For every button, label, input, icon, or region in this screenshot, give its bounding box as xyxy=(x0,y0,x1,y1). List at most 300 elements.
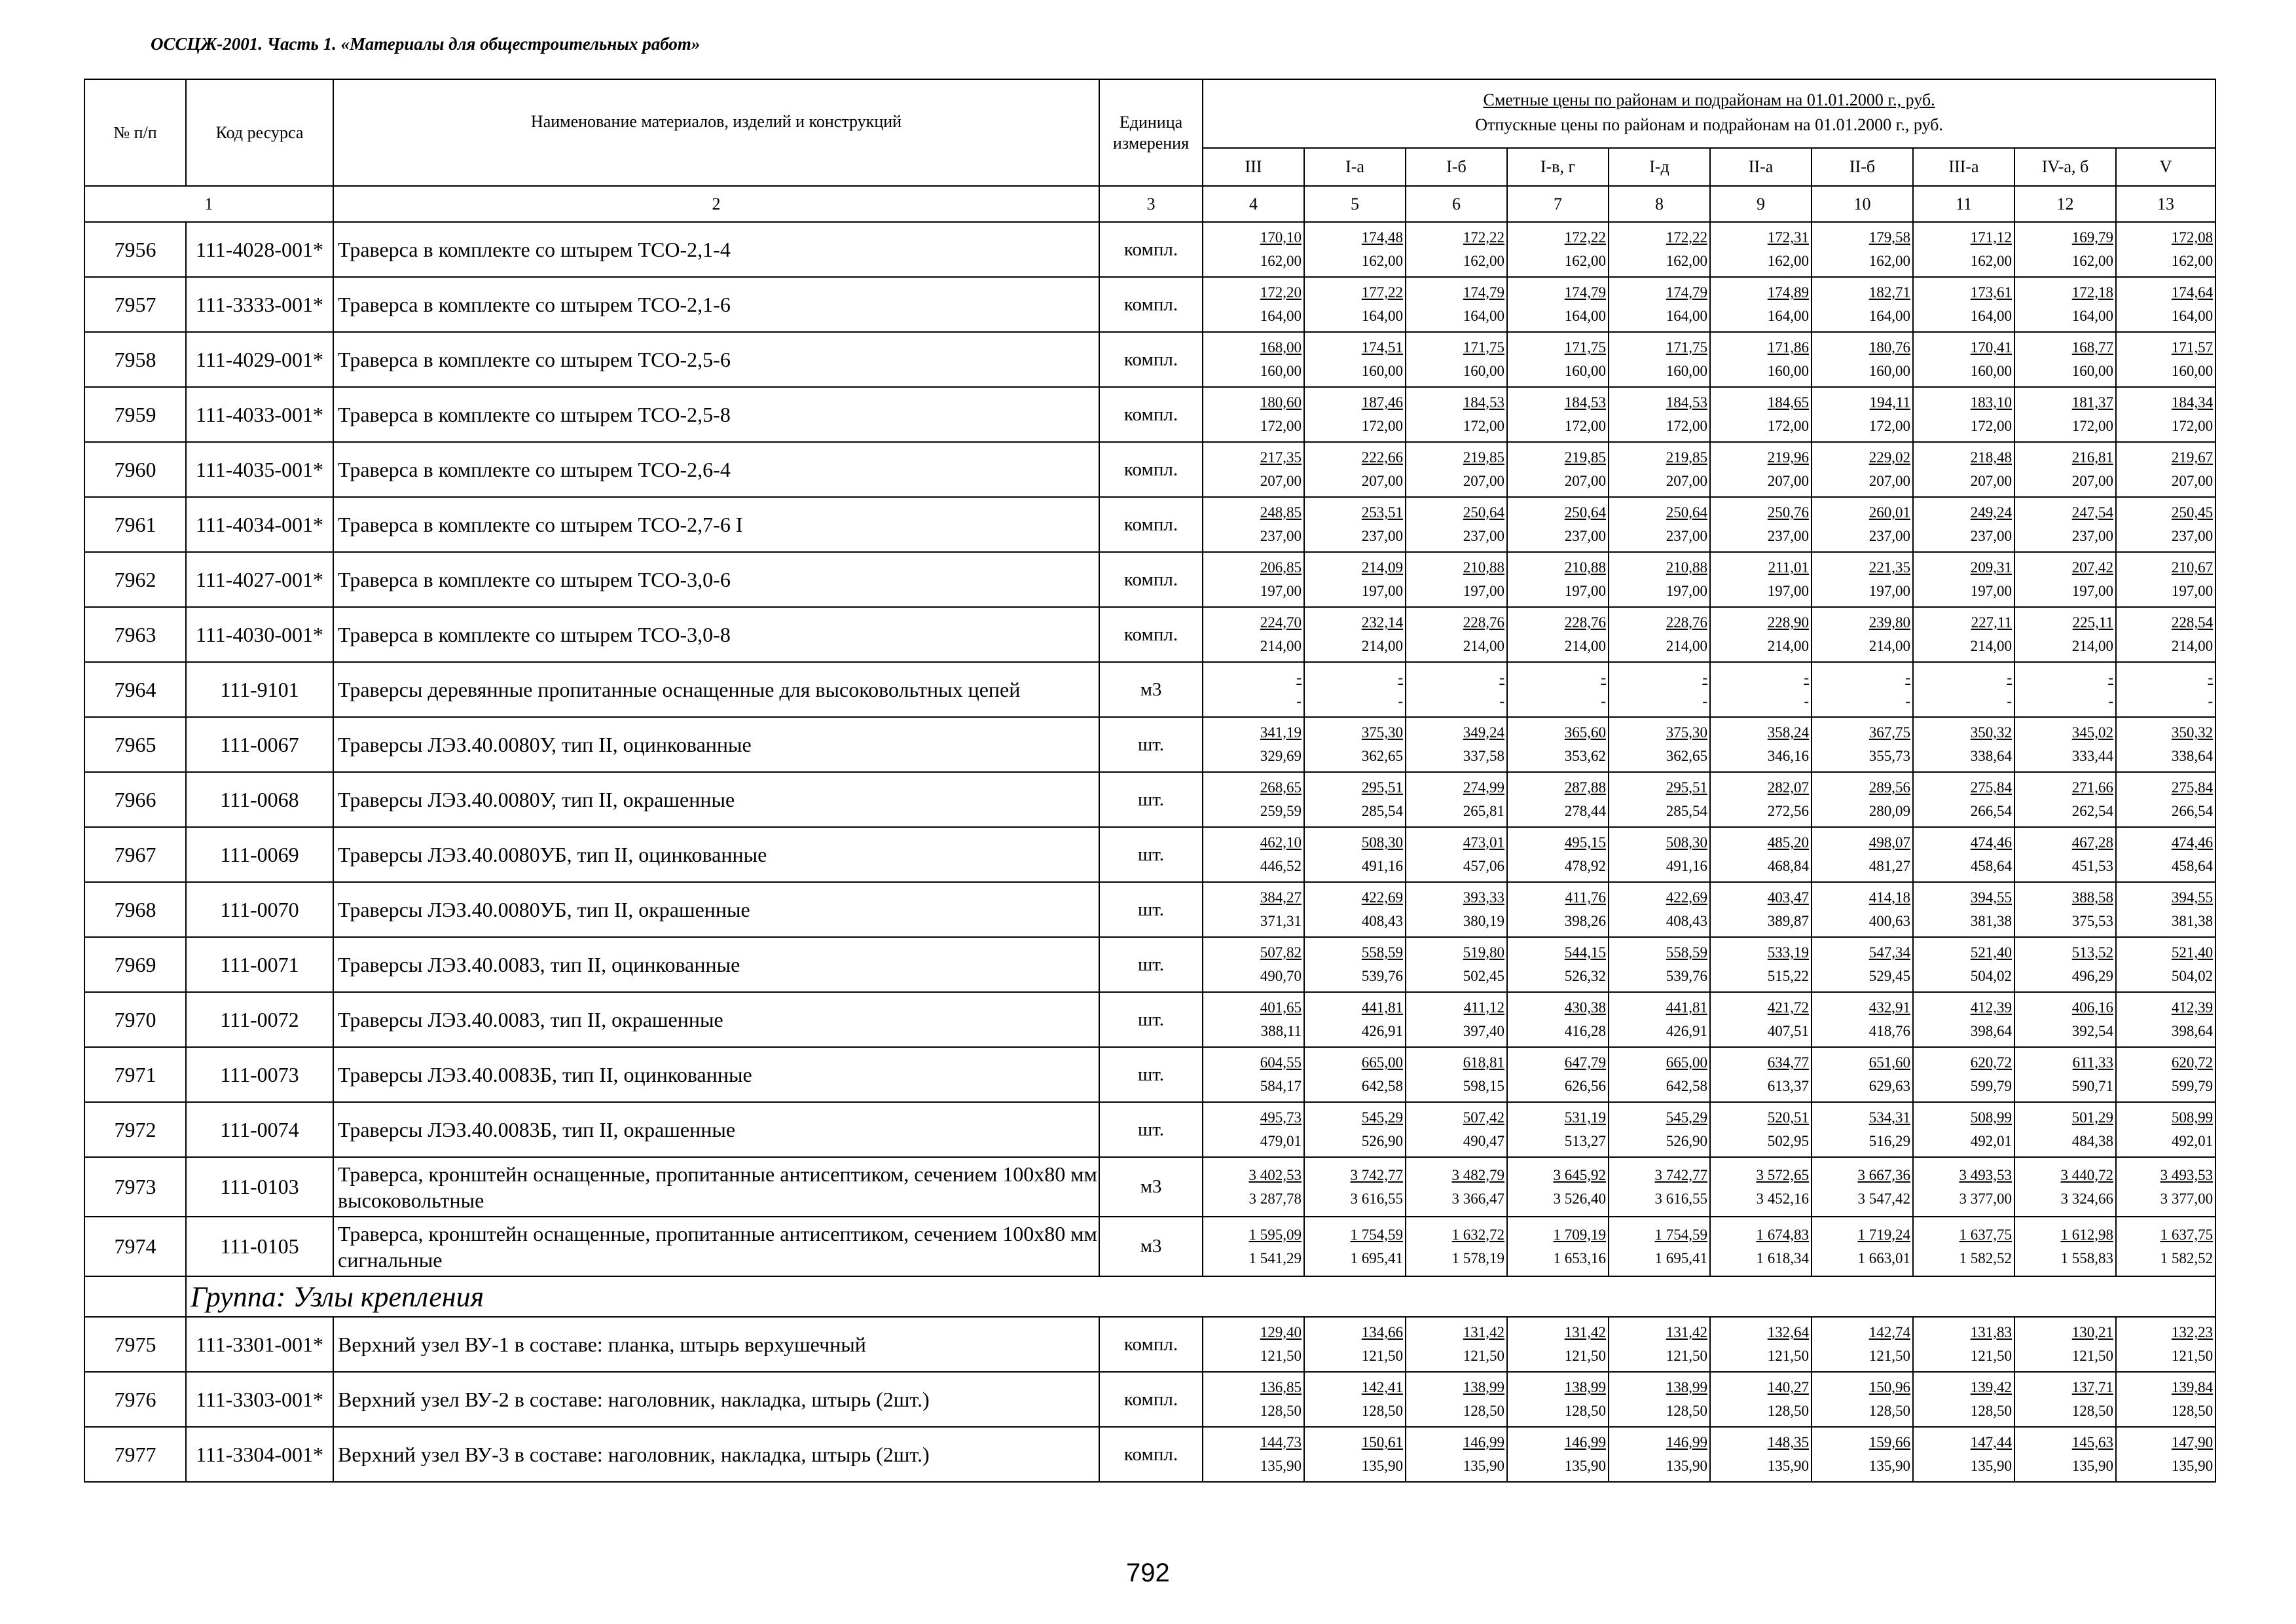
estimated-price: 393,33 xyxy=(1463,889,1504,906)
estimated-price: 604,55 xyxy=(1260,1054,1302,1071)
estimated-price: 665,00 xyxy=(1666,1054,1707,1071)
price-cell xyxy=(1406,937,1507,992)
release-price: 272,56 xyxy=(1767,803,1809,819)
table-row xyxy=(84,992,2215,1047)
row-number: 7958 xyxy=(84,332,186,387)
estimated-price: 365,60 xyxy=(1564,724,1606,741)
release-price: 397,40 xyxy=(1463,1023,1504,1039)
release-price: 504,02 xyxy=(2171,968,2214,984)
release-price: 135,90 xyxy=(1361,1458,1403,1474)
estimated-price: - xyxy=(1296,669,1302,686)
release-price: 172,00 xyxy=(1970,418,2012,434)
release-price: - xyxy=(1296,693,1302,709)
price-cell xyxy=(1406,222,1507,277)
release-price: 3 616,55 xyxy=(1350,1190,1403,1207)
release-price: 3 526,40 xyxy=(1553,1190,1606,1207)
estimated-price: 184,53 xyxy=(1564,394,1606,411)
release-price: 353,62 xyxy=(1564,748,1606,764)
release-price: - xyxy=(2208,693,2214,709)
release-price: 128,50 xyxy=(1666,1403,1707,1419)
estimated-price: 474,46 xyxy=(2171,834,2214,851)
price-cell xyxy=(2014,717,2116,772)
material-name: Траверсы ЛЭЗ.40.0083Б, тип II, окрашенные xyxy=(333,1102,1099,1157)
estimated-price: 3 402,53 xyxy=(1248,1166,1302,1183)
estimated-price: 210,88 xyxy=(1463,559,1504,576)
release-price: 491,16 xyxy=(1666,858,1707,874)
price-cell xyxy=(1710,332,1812,387)
estimated-price: 184,34 xyxy=(2171,394,2214,411)
release-price: 1 618,34 xyxy=(1756,1249,1809,1266)
resource-code: 111-0073 xyxy=(186,1047,333,1102)
price-cell xyxy=(2014,772,2116,827)
estimated-price: 150,96 xyxy=(1868,1379,1910,1395)
price-cell xyxy=(1507,937,1609,992)
price-cell xyxy=(1304,1217,1406,1276)
material-name: Траверсы ЛЭЗ.40.0080УБ, тип II, оцинкованные xyxy=(333,827,1099,882)
price-table xyxy=(84,79,2216,1483)
price-cell xyxy=(2014,222,2116,277)
price-cell xyxy=(1406,332,1507,387)
estimated-price: 508,30 xyxy=(1361,834,1403,851)
release-price: 135,90 xyxy=(1970,1458,2012,1474)
header-column-number: 8 xyxy=(1609,186,1710,222)
estimated-price: 173,61 xyxy=(1970,284,2012,301)
release-price: 172,00 xyxy=(1868,418,1910,434)
price-cell xyxy=(1304,1157,1406,1217)
resource-code: 111-3303-001* xyxy=(186,1372,333,1427)
row-number: 7960 xyxy=(84,442,186,497)
price-cell xyxy=(2116,607,2215,662)
estimated-price: 174,48 xyxy=(1361,229,1403,246)
release-price: 162,00 xyxy=(1564,253,1606,269)
release-price: 164,00 xyxy=(1868,308,1910,324)
release-price: 1 558,83 xyxy=(2060,1249,2113,1266)
estimated-price: 229,02 xyxy=(1868,449,1910,466)
estimated-price: 138,99 xyxy=(1666,1379,1707,1395)
estimated-price: 228,90 xyxy=(1767,614,1809,631)
estimated-price: 367,75 xyxy=(1868,724,1910,741)
group-row xyxy=(84,1276,2215,1317)
release-price: 197,00 xyxy=(1463,583,1504,599)
release-price: 539,76 xyxy=(1361,968,1403,984)
estimated-price: 146,99 xyxy=(1666,1434,1707,1450)
release-price: 526,32 xyxy=(1564,968,1606,984)
release-price: 418,76 xyxy=(1868,1023,1910,1039)
unit-of-measure: компл. xyxy=(1099,222,1203,277)
price-cell xyxy=(1507,1217,1609,1276)
estimated-price: 620,72 xyxy=(1970,1054,2012,1071)
price-cell xyxy=(1203,992,1304,1047)
price-cell xyxy=(1710,552,1812,607)
release-price: 172,00 xyxy=(1361,418,1403,434)
estimated-price: 209,31 xyxy=(1970,559,2012,576)
estimated-price: 174,51 xyxy=(1361,339,1403,356)
release-price: 599,79 xyxy=(2171,1078,2214,1094)
release-price: 333,44 xyxy=(2071,748,2113,764)
header-region: II-а xyxy=(1710,148,1812,186)
estimated-price: - xyxy=(1702,669,1707,686)
release-price: 479,01 xyxy=(1260,1133,1302,1149)
price-cell xyxy=(1304,497,1406,552)
price-cell xyxy=(1609,1102,1710,1157)
release-price: 1 582,52 xyxy=(2160,1249,2214,1266)
estimated-price: 131,42 xyxy=(1564,1324,1606,1340)
price-cell xyxy=(1913,772,2014,827)
estimated-price: 508,99 xyxy=(2171,1109,2214,1126)
estimated-price: 634,77 xyxy=(1767,1054,1809,1071)
price-cell xyxy=(1203,1157,1304,1217)
header-column-number: 7 xyxy=(1507,186,1609,222)
release-price: 338,64 xyxy=(2171,748,2214,764)
release-price: 197,00 xyxy=(1260,583,1302,599)
estimated-price: 225,11 xyxy=(2072,614,2113,631)
material-name: Траверса в комплекте со штырем ТСО-3,0-6 xyxy=(333,552,1099,607)
price-cell xyxy=(1507,662,1609,717)
release-price: 128,50 xyxy=(1767,1403,1809,1419)
price-cell xyxy=(1507,717,1609,772)
price-cell xyxy=(2014,1102,2116,1157)
price-cell xyxy=(1507,1102,1609,1157)
price-cell xyxy=(1812,387,1913,442)
release-price: 337,58 xyxy=(1463,748,1504,764)
table-row xyxy=(84,1102,2215,1157)
release-price: 207,00 xyxy=(1868,473,1910,489)
price-cell xyxy=(1812,277,1913,332)
release-price: 516,29 xyxy=(1868,1133,1910,1149)
price-cell xyxy=(1203,717,1304,772)
estimated-price: 130,21 xyxy=(2071,1324,2113,1340)
release-price: 160,00 xyxy=(1767,363,1809,379)
price-cell xyxy=(1609,387,1710,442)
estimated-price: 228,76 xyxy=(1463,614,1504,631)
release-price: 214,00 xyxy=(1260,638,1302,654)
release-price: 285,54 xyxy=(1666,803,1707,819)
price-cell xyxy=(1304,827,1406,882)
release-price: 491,16 xyxy=(1361,858,1403,874)
table-row xyxy=(84,222,2215,277)
price-cell xyxy=(1406,387,1507,442)
price-cell xyxy=(1507,277,1609,332)
table-row xyxy=(84,1427,2215,1482)
release-price: 599,79 xyxy=(1970,1078,2012,1094)
price-cell xyxy=(1609,442,1710,497)
release-price: 642,58 xyxy=(1361,1078,1403,1094)
estimated-price: 375,30 xyxy=(1666,724,1707,741)
release-price: 1 541,29 xyxy=(1248,1249,1302,1266)
unit-of-measure: компл. xyxy=(1099,442,1203,497)
release-price: 207,00 xyxy=(1564,473,1606,489)
release-price: 162,00 xyxy=(2171,253,2214,269)
price-cell xyxy=(1406,772,1507,827)
estimated-price: 132,23 xyxy=(2171,1324,2214,1340)
estimated-price: 507,82 xyxy=(1260,944,1302,961)
price-cell xyxy=(2116,277,2215,332)
estimated-price: 507,42 xyxy=(1463,1109,1504,1126)
price-cell xyxy=(1203,662,1304,717)
resource-code: 111-4034-001* xyxy=(186,497,333,552)
estimated-price: - xyxy=(2108,669,2113,686)
resource-code: 111-4035-001* xyxy=(186,442,333,497)
price-cell xyxy=(2014,1217,2116,1276)
estimated-price: 131,42 xyxy=(1463,1324,1504,1340)
header-region: IV-а, б xyxy=(2014,148,2116,186)
estimated-price: 384,27 xyxy=(1260,889,1302,906)
price-cell xyxy=(1609,717,1710,772)
release-price: 1 695,41 xyxy=(1350,1249,1403,1266)
header-region: III xyxy=(1203,148,1304,186)
estimated-price: 168,00 xyxy=(1260,339,1302,356)
release-price: 135,90 xyxy=(1463,1458,1504,1474)
release-price: 172,00 xyxy=(1666,418,1707,434)
estimated-price: 170,10 xyxy=(1260,229,1302,246)
release-price: 128,50 xyxy=(1463,1403,1504,1419)
row-number: 7967 xyxy=(84,827,186,882)
price-cell xyxy=(1203,882,1304,937)
release-price: 629,63 xyxy=(1868,1078,1910,1094)
estimated-price: 430,38 xyxy=(1564,999,1606,1016)
price-cell xyxy=(1203,827,1304,882)
estimated-price: 289,56 xyxy=(1868,779,1910,796)
estimated-price: 3 482,79 xyxy=(1451,1166,1504,1183)
estimated-price: 508,30 xyxy=(1666,834,1707,851)
release-price: 128,50 xyxy=(2171,1403,2214,1419)
estimated-price: 345,02 xyxy=(2071,724,2113,741)
price-cell xyxy=(1812,1427,1913,1482)
estimated-price: 174,64 xyxy=(2171,284,2214,301)
price-cell xyxy=(1406,552,1507,607)
price-cell xyxy=(1812,772,1913,827)
estimated-price: 260,01 xyxy=(1868,504,1910,521)
resource-code: 111-0068 xyxy=(186,772,333,827)
price-cell xyxy=(1507,1427,1609,1482)
price-cell xyxy=(1710,882,1812,937)
estimated-price: 647,79 xyxy=(1564,1054,1606,1071)
estimated-price: 139,42 xyxy=(1970,1379,2012,1395)
table-body xyxy=(84,222,2215,1482)
material-name: Траверсы ЛЭЗ.40.0083, тип II, оцинкованные xyxy=(333,937,1099,992)
release-price: 481,27 xyxy=(1868,858,1910,874)
estimated-price: 210,67 xyxy=(2171,559,2214,576)
price-cell xyxy=(1913,332,2014,387)
price-cell xyxy=(1812,442,1913,497)
price-cell xyxy=(1304,277,1406,332)
release-price: 164,00 xyxy=(1463,308,1504,324)
header-column-number: 4 xyxy=(1203,186,1304,222)
estimated-price: - xyxy=(2007,669,2012,686)
price-cell xyxy=(1406,442,1507,497)
release-price: 197,00 xyxy=(1970,583,2012,599)
price-cell xyxy=(1406,1372,1507,1427)
header-region: I-б xyxy=(1406,148,1507,186)
estimated-price: 207,42 xyxy=(2071,559,2113,576)
price-cell xyxy=(1710,277,1812,332)
price-cell xyxy=(1304,607,1406,662)
release-price: 121,50 xyxy=(1767,1348,1809,1364)
price-cell xyxy=(1304,1372,1406,1427)
unit-of-measure: компл. xyxy=(1099,497,1203,552)
release-price: 504,02 xyxy=(1970,968,2012,984)
estimated-price: 210,88 xyxy=(1666,559,1707,576)
price-cell xyxy=(1710,992,1812,1047)
price-cell xyxy=(1203,1427,1304,1482)
price-cell xyxy=(1812,332,1913,387)
price-cell xyxy=(1710,772,1812,827)
estimated-price: 462,10 xyxy=(1260,834,1302,851)
estimated-price: 665,00 xyxy=(1361,1054,1403,1071)
header-region: I-а xyxy=(1304,148,1406,186)
release-price: 121,50 xyxy=(1666,1348,1707,1364)
release-price: 160,00 xyxy=(2071,363,2113,379)
price-cell xyxy=(1913,1317,2014,1372)
release-price: - xyxy=(1499,693,1504,709)
estimated-price: 545,29 xyxy=(1666,1109,1707,1126)
estimated-price: 171,75 xyxy=(1463,339,1504,356)
header-region: II-б xyxy=(1812,148,1913,186)
release-price: 160,00 xyxy=(1666,363,1707,379)
price-cell xyxy=(1304,717,1406,772)
estimated-price: 171,57 xyxy=(2171,339,2214,356)
estimated-price: 250,76 xyxy=(1767,504,1809,521)
estimated-price: 159,66 xyxy=(1868,1434,1910,1450)
estimated-price: 287,88 xyxy=(1564,779,1606,796)
release-price: 128,50 xyxy=(2071,1403,2113,1419)
release-price: 237,00 xyxy=(1463,528,1504,544)
header-column-number: 6 xyxy=(1406,186,1507,222)
release-price: 426,91 xyxy=(1361,1023,1403,1039)
estimated-price: 219,67 xyxy=(2171,449,2214,466)
price-cell xyxy=(1609,1372,1710,1427)
header-region: I-в, г xyxy=(1507,148,1609,186)
price-cell xyxy=(1609,222,1710,277)
price-cell xyxy=(1203,1047,1304,1102)
release-price: 128,50 xyxy=(1260,1403,1302,1419)
price-cell xyxy=(1710,937,1812,992)
estimated-price: 183,10 xyxy=(1970,394,2012,411)
table-row xyxy=(84,497,2215,552)
price-cell xyxy=(1507,387,1609,442)
release-price: 392,54 xyxy=(2071,1023,2113,1039)
material-name: Верхний узел ВУ-2 в составе: наголовник, накладка, штырь (2шт.) xyxy=(333,1372,1099,1427)
header-column-number: 9 xyxy=(1710,186,1812,222)
price-cell xyxy=(1812,222,1913,277)
price-cell xyxy=(2116,1427,2215,1482)
estimated-price: 228,76 xyxy=(1666,614,1707,631)
estimated-price: 250,64 xyxy=(1666,504,1707,521)
estimated-price: 142,41 xyxy=(1361,1379,1403,1395)
release-price: 237,00 xyxy=(1868,528,1910,544)
header-column-number: 11 xyxy=(1913,186,2014,222)
release-price: 121,50 xyxy=(1463,1348,1504,1364)
release-price: 160,00 xyxy=(1564,363,1606,379)
estimated-price: 174,79 xyxy=(1463,284,1504,301)
estimated-price: 221,35 xyxy=(1868,559,1910,576)
row-number: 7972 xyxy=(84,1102,186,1157)
price-cell xyxy=(1609,332,1710,387)
estimated-price: 432,91 xyxy=(1868,999,1910,1016)
estimated-price: 473,01 xyxy=(1463,834,1504,851)
estimated-price: 168,77 xyxy=(2071,339,2113,356)
unit-of-measure: м3 xyxy=(1099,1217,1203,1276)
release-price: 207,00 xyxy=(1463,473,1504,489)
estimated-price: 228,76 xyxy=(1564,614,1606,631)
unit-of-measure: компл. xyxy=(1099,552,1203,607)
price-cell xyxy=(2014,662,2116,717)
price-cell xyxy=(1609,992,1710,1047)
release-price: 266,54 xyxy=(2171,803,2214,819)
row-number: 7964 xyxy=(84,662,186,717)
estimated-price: - xyxy=(1499,669,1504,686)
estimated-price: 271,66 xyxy=(2071,779,2113,796)
estimated-price: 1 637,75 xyxy=(1959,1226,2012,1243)
price-cell xyxy=(1812,882,1913,937)
resource-code: 111-4030-001* xyxy=(186,607,333,662)
release-price: 121,50 xyxy=(1361,1348,1403,1364)
release-price: 598,15 xyxy=(1463,1078,1504,1094)
release-price: - xyxy=(1905,693,1910,709)
price-cell xyxy=(2116,772,2215,827)
estimated-price: 268,65 xyxy=(1260,779,1302,796)
release-price: 214,00 xyxy=(1463,638,1504,654)
release-price: 164,00 xyxy=(1260,308,1302,324)
estimated-price: 180,76 xyxy=(1868,339,1910,356)
estimated-price: 534,31 xyxy=(1868,1109,1910,1126)
price-cell xyxy=(1304,882,1406,937)
release-price: 490,70 xyxy=(1260,968,1302,984)
release-price: 3 287,78 xyxy=(1248,1190,1302,1207)
estimated-price: 136,85 xyxy=(1260,1379,1302,1395)
price-cell xyxy=(2014,1157,2116,1217)
estimated-price: 1 754,59 xyxy=(1654,1226,1707,1243)
release-price: 207,00 xyxy=(1666,473,1707,489)
price-cell xyxy=(1507,992,1609,1047)
price-cell xyxy=(1304,1317,1406,1372)
release-price: 172,00 xyxy=(1260,418,1302,434)
price-cell xyxy=(1913,1157,2014,1217)
price-cell xyxy=(1406,992,1507,1047)
estimated-price: - xyxy=(1398,669,1403,686)
table-row xyxy=(84,607,2215,662)
estimated-price: 282,07 xyxy=(1767,779,1809,796)
estimated-price: 184,53 xyxy=(1666,394,1707,411)
material-name: Траверсы ЛЭЗ.40.0083, тип II, окрашенные xyxy=(333,992,1099,1047)
price-cell xyxy=(1203,497,1304,552)
estimated-price: 513,52 xyxy=(2071,944,2113,961)
release-price: - xyxy=(2108,693,2113,709)
release-price: 237,00 xyxy=(1260,528,1302,544)
release-price: 162,00 xyxy=(1868,253,1910,269)
release-price: 266,54 xyxy=(1970,803,2012,819)
estimated-price: 217,35 xyxy=(1260,449,1302,466)
price-cell xyxy=(1406,1102,1507,1157)
estimated-price: 495,73 xyxy=(1260,1109,1302,1126)
header-column-number: 10 xyxy=(1812,186,1913,222)
price-cell xyxy=(1913,497,2014,552)
estimated-price: 224,70 xyxy=(1260,614,1302,631)
table-row xyxy=(84,552,2215,607)
release-price: 121,50 xyxy=(1868,1348,1910,1364)
price-cell xyxy=(1913,387,2014,442)
release-price: 407,51 xyxy=(1767,1023,1809,1039)
unit-of-measure: шт. xyxy=(1099,937,1203,992)
estimated-price: 232,14 xyxy=(1361,614,1403,631)
price-cell xyxy=(2014,332,2116,387)
estimated-price: 171,86 xyxy=(1767,339,1809,356)
release-price: 207,00 xyxy=(2171,473,2214,489)
estimated-price: 412,39 xyxy=(1970,999,2012,1016)
row-number: 7965 xyxy=(84,717,186,772)
release-price: 197,00 xyxy=(1666,583,1707,599)
release-price: 458,64 xyxy=(2171,858,2214,874)
